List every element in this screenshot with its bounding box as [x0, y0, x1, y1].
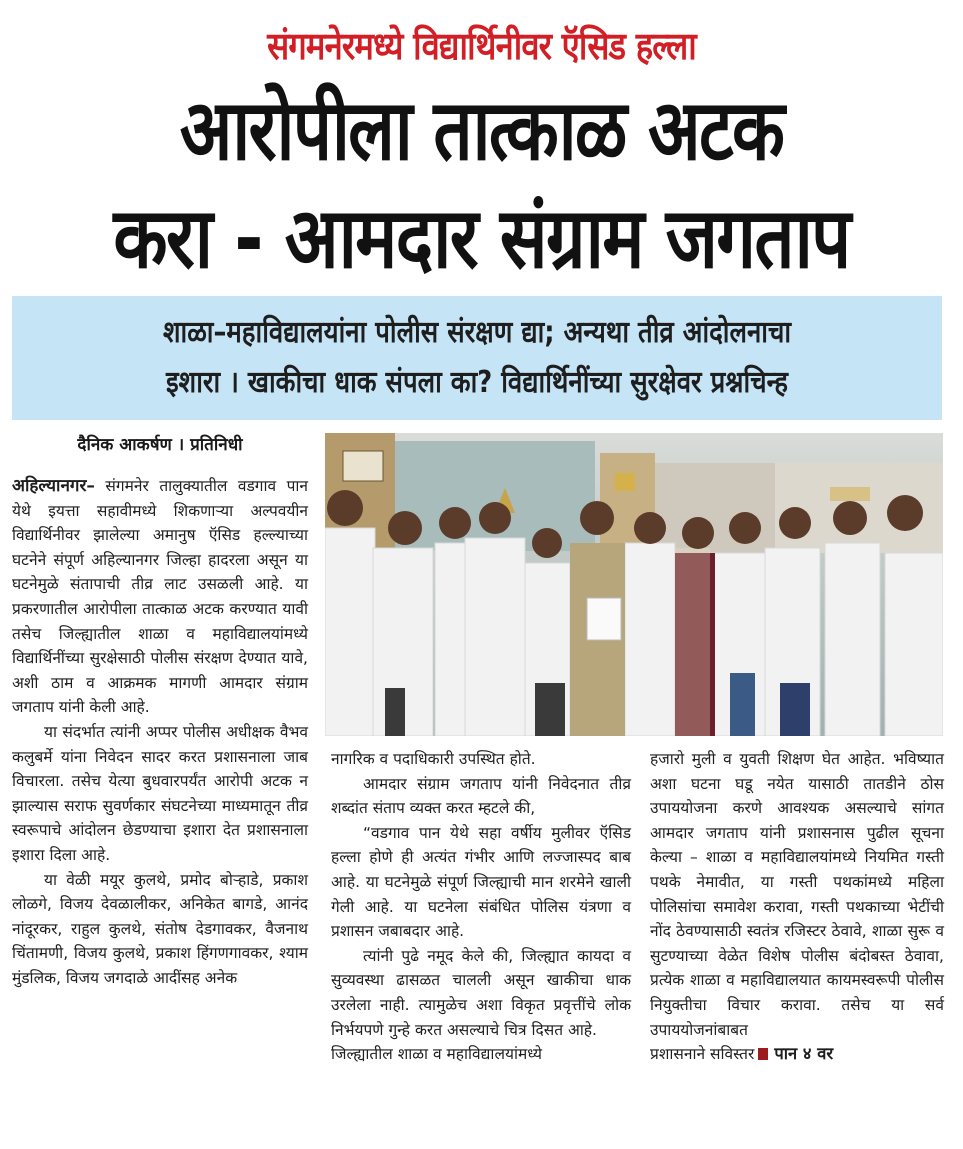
article-column-1 — [12, 474, 308, 990]
paragraph: या वेळी मयूर कुलथे, प्रमोद बोऱ्हाडे, प्रकाश लोळगे, विजय देवळालीकर, अनिकेत बागडे, आनंद नांदूरकर, राहुल कुलथे, संतोष देडगावकर, वैजनाथ चिंतामणी, विजय कुलथे, प्रकाश हिंगणगावकर, श्याम मुंडलिक, विजय जगदाळे आदींसह अनेक — [12, 870, 308, 987]
paragraph: आमदार संग्राम जगताप यांनी निवेदनात तीव्र शब्दांत संताप व्यक्त करत म्हटले की, — [331, 774, 631, 818]
subheadline-deck — [12, 296, 942, 420]
paragraph — [12, 474, 308, 720]
kicker-headline: संगमनेरमध्ये विद्यार्थिनीवर ऍसिड हल्ला — [267, 24, 696, 68]
paragraph: त्यांनी पुढे नमूद केले की, जिल्ह्यात कायदा व सुव्यवस्था ढासळत चालली असून खाकीचा धाक उरलेला नाही. त्यामुळेच अशा विकृत प्रवृत्तींचे लोक निर्भयपणे गुन्हे करत असल्याचे चित्र दिसत आहे. — [331, 946, 631, 1039]
paragraph: जिल्ह्यातील शाळा व महाविद्यालयांमध्ये — [331, 1045, 543, 1064]
paragraph — [650, 1042, 944, 1067]
article-column-2 — [331, 747, 631, 1067]
group-photo-image — [325, 433, 943, 736]
dateline: अहिल्यानगर– — [12, 476, 95, 496]
paragraph-text: संगमनेर तालुक्यातील वडगाव पान येथे इयत्ता सहावीमध्ये शिकणाऱ्या अल्पवयीन विद्यार्थिनीवर झालेल्या अमानुष ऍसिड हल्ल्याच्या घटनेने संपूर्ण अहिल्यानगर जिल्हा हादरला असून या घटनेमुळे संतापाची तीव्र लाट उसळली आहे. या प्रकरणातील आरोपीला तात्काळ अटक करण्यात यावी तसेच जिल्ह्यातील शाळा व महाविद्यालयांमध्ये विद्यार्थिनींच्या सुरक्षेसाठी पोलीस संरक्षण देण्यात यावे, अशी ठाम व आक्रमक मागणी आमदार संग्राम जगताप यांनी केली आहे. — [12, 477, 308, 717]
news-photo — [325, 433, 943, 736]
jump-marker-square-icon — [758, 1048, 768, 1060]
continued-on-page-link[interactable]: पान ४ वर — [774, 1044, 834, 1064]
main-headline-line-1: आरोपीला तात्काळ अटक — [179, 81, 784, 179]
article-column-3 — [650, 747, 944, 1067]
paragraph-text: प्रशासनाने सविस्तर — [650, 1045, 755, 1064]
main-headline-line-2: करा - आमदार संग्राम जगताप — [113, 189, 850, 287]
deck-line-2: इशारा । खाकीचा धाक संपला का? विद्यार्थिनींच्या सुरक्षेवर प्रश्नचिन्ह — [166, 365, 788, 400]
paragraph: या संदर्भात त्यांनी अप्पर पोलीस अधीक्षक वैभव कलुबर्मे यांना निवेदन सादर करत प्रशासनाला जाब विचारला. तसेच येत्या बुधवारपर्यंत आरोपी अटक न झाल्यास सराफ सुवर्णकार संघटनेच्या माध्यमातून तीव्र स्वरूपाचे आंदोलन छेडण्याचा इशारा देत प्रशासनाला इशारा दिला आहे. — [12, 722, 308, 864]
byline: दैनिक आकर्षण । प्रतिनिधी — [77, 435, 243, 455]
quote-paragraph: “वडगाव पान येथे सहा वर्षीय मुलीवर ऍसिड हल्ला होणे ही अत्यंत गंभीर आणि लज्जास्पद बाब आहे. या घटनेमुळे संपूर्ण जिल्ह्याची मान शरमेने खाली गेली आहे. या घटनेला संबंधित पोलिस यंत्रणा व प्रशासन जबाबदार आहे. — [331, 823, 631, 941]
paragraph: हजारो मुली व युवती शिक्षण घेत आहेत. भविष्यात अशा घटना घडू नयेत यासाठी तातडीने ठोस उपाययोजना करणे आवश्यक असल्याचे सांगत आमदार जगताप यांनी प्रशासनास पुढील सूचना केल्या – शाळा व महाविद्यालयांमध्ये नियमित गस्ती पथके नेमावीत, या गस्ती पथकांमध्ये महिला पोलिसांचा समावेश करावा, गस्ती पथकाच्या भेटींची नोंद ठेवण्यासाठी स्वतंत्र रजिस्टर ठेवावे, शाळा सुरू व सुटण्याच्या वेळेत विशेष पोलीस बंदोबस्त ठेवावा, प्रत्येक शाळा व महाविद्यालयात कायमस्वरूपी पोलीस नियुक्तीचा विचार करावा. तसेच या सर्व उपाययोजनांबाबत — [650, 750, 944, 1039]
paragraph: नागरिक व पदाधिकारी उपस्थित होते. — [331, 750, 536, 768]
deck-line-1: शाळा–महाविद्यालयांना पोलीस संरक्षण द्या; अन्यथा तीव्र आंदोलनाचा — [162, 315, 792, 350]
